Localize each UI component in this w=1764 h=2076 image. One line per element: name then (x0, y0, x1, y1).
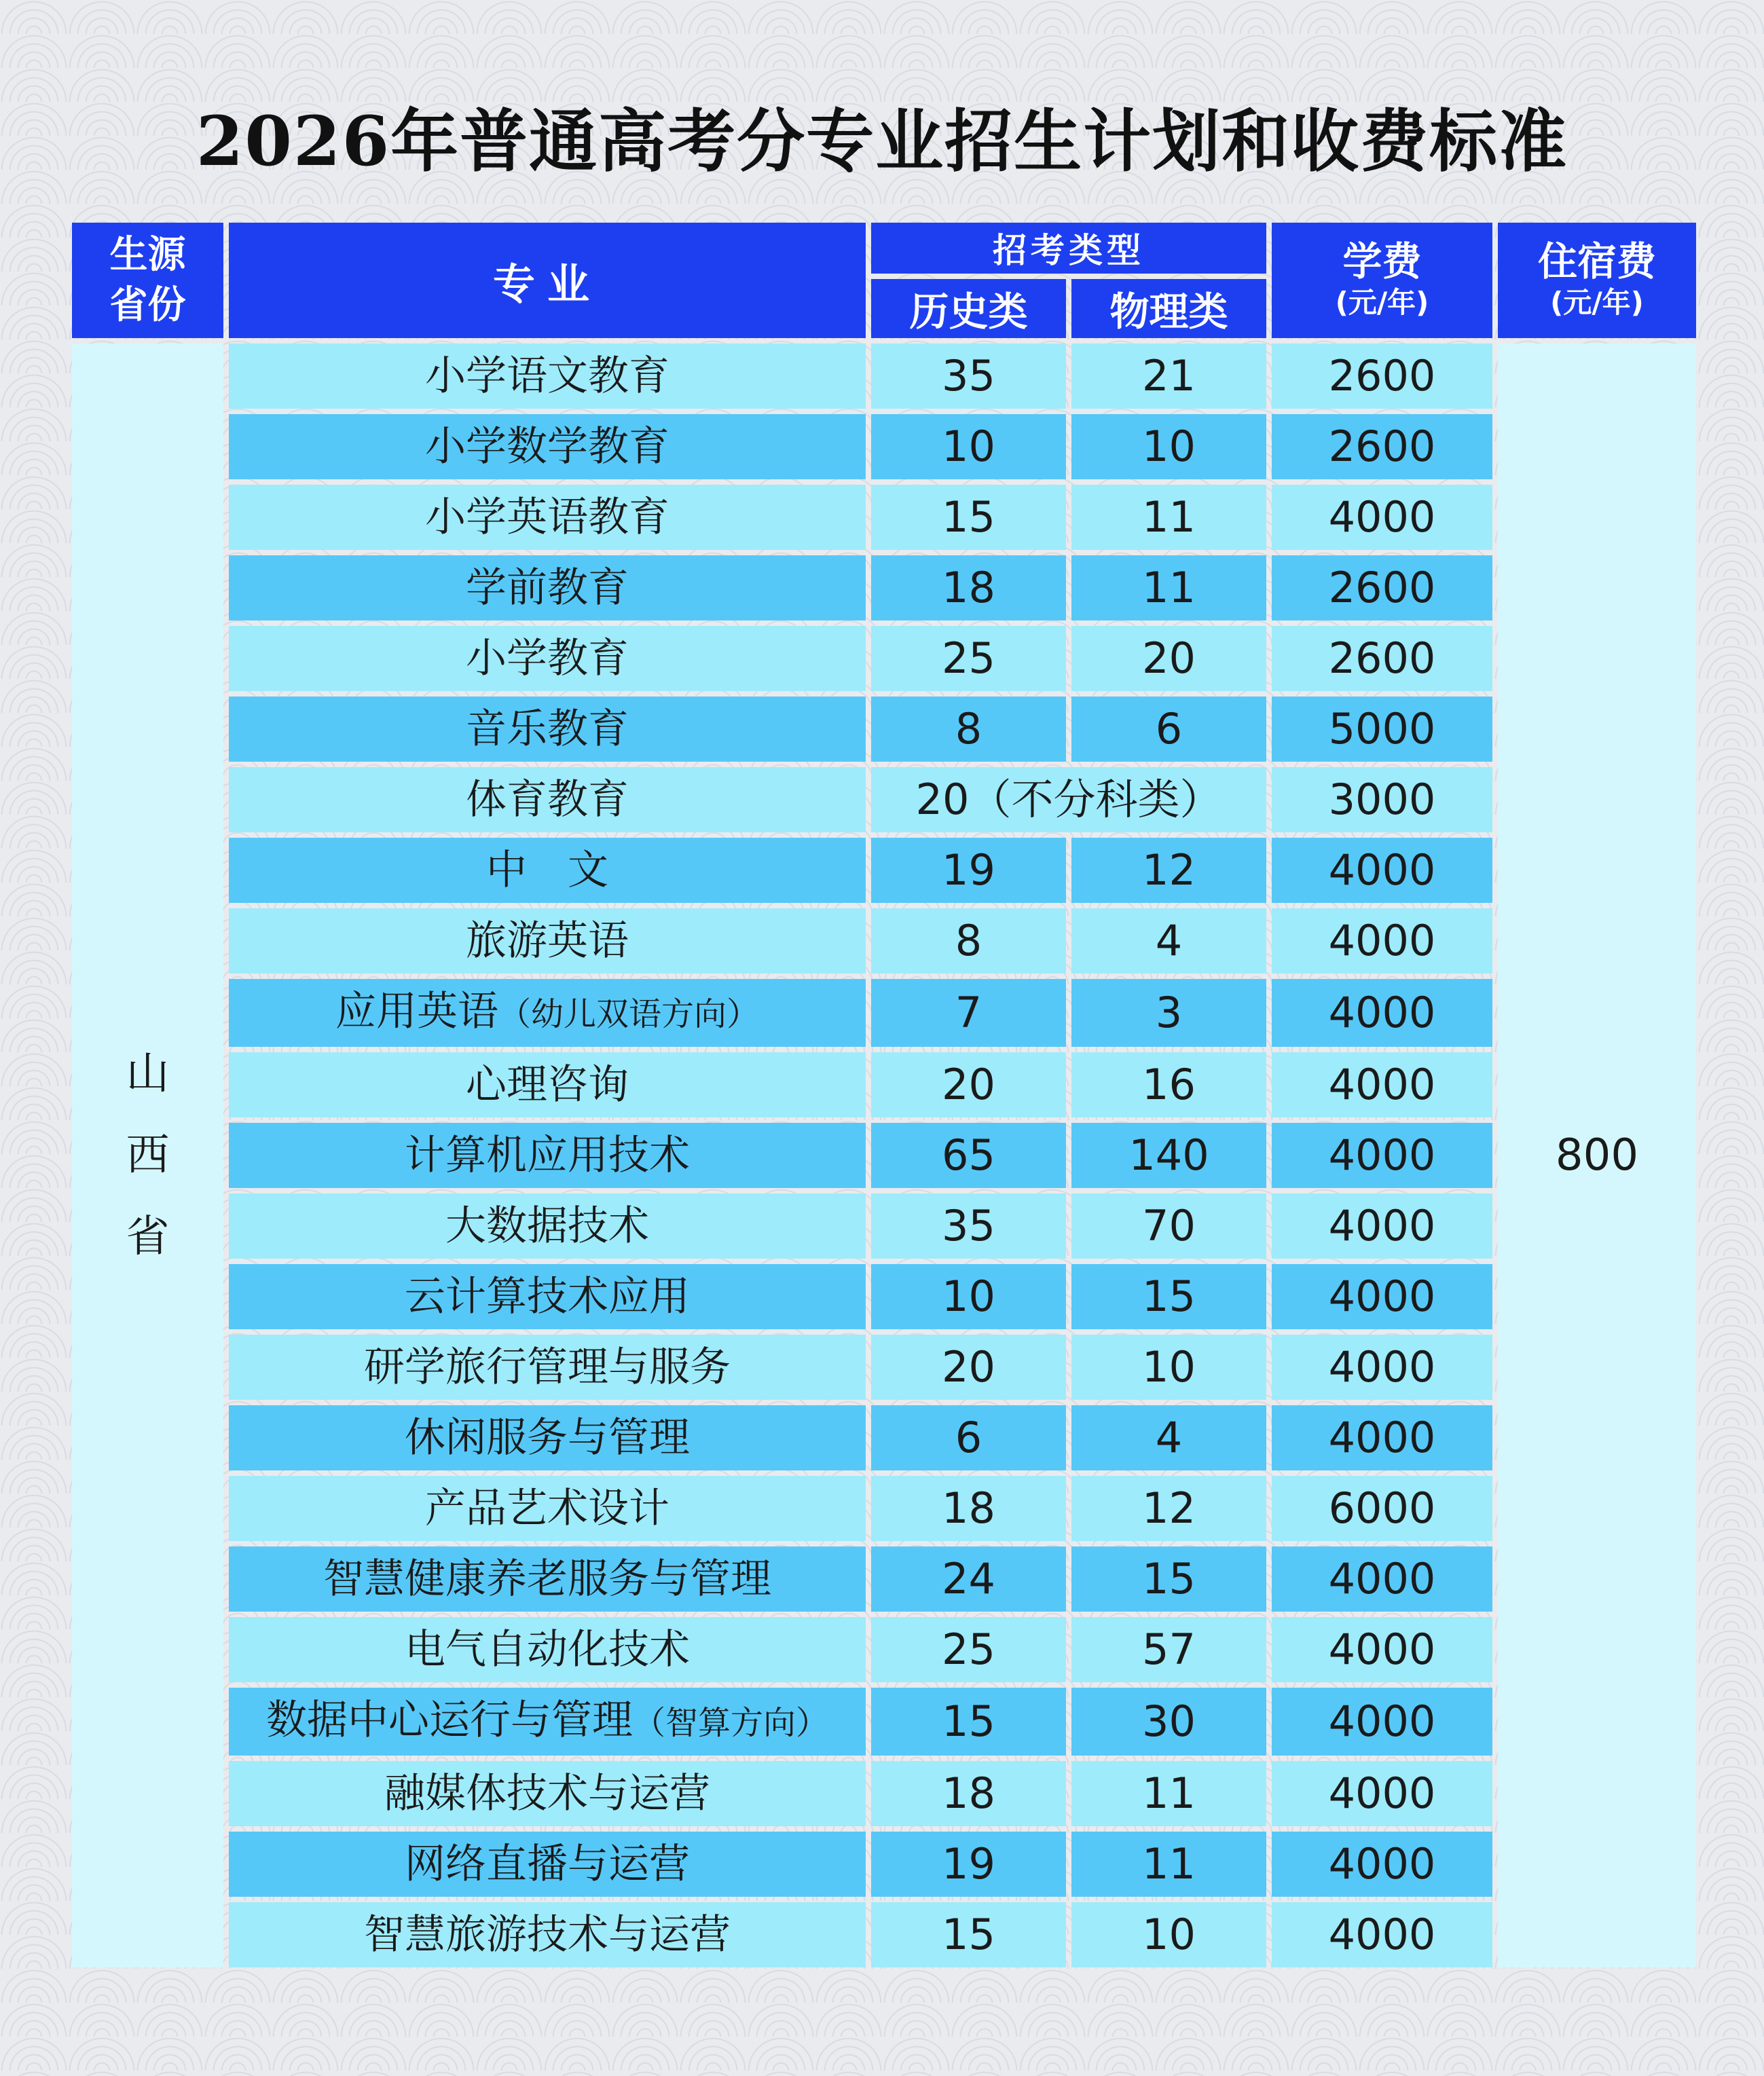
header-dorm-label: 住宿费 (1537, 238, 1656, 284)
physics-quota-cell: 11 (1071, 555, 1266, 620)
history-quota-cell: 15 (871, 1902, 1066, 1967)
tuition-cell: 4000 (1272, 1688, 1492, 1756)
table-row (72, 1546, 1696, 1612)
table-header (72, 223, 1696, 338)
province-cell (72, 344, 223, 1967)
major-cell (229, 1832, 866, 1897)
history-quota-cell: 10 (871, 414, 1066, 479)
history-quota-cell: 65 (871, 1123, 1066, 1188)
province-char: 山 (126, 1049, 170, 1099)
tuition-cell: 4000 (1272, 1405, 1492, 1470)
physics-quota-cell: 70 (1071, 1193, 1266, 1259)
major-name: 休闲服务与管理 (405, 1414, 690, 1462)
tuition-cell: 4000 (1272, 908, 1492, 974)
major-name: 小学语文教育 (425, 352, 669, 400)
history-quota-cell: 20 (871, 1335, 1066, 1400)
tuition-cell: 4000 (1272, 1546, 1492, 1612)
major-cell (229, 697, 866, 762)
tuition-cell: 4000 (1272, 979, 1492, 1047)
major-cell (229, 1193, 866, 1259)
major-cell (229, 1264, 866, 1329)
table-row (72, 979, 1696, 1047)
major-cell (229, 1902, 866, 1967)
major-name: 小学英语教育 (425, 494, 669, 541)
major-name: 研学旅行管理与服务 (364, 1343, 731, 1391)
major-cell (229, 414, 866, 479)
tuition-cell: 4000 (1272, 1052, 1492, 1117)
physics-quota-cell: 30 (1071, 1688, 1266, 1756)
table-row (72, 767, 1696, 832)
physics-quota-cell: 11 (1071, 1761, 1266, 1826)
header-tuition-label: 学费 (1342, 238, 1422, 284)
physics-quota-cell: 10 (1071, 1335, 1266, 1400)
header-dorm (1498, 223, 1696, 338)
combined-quota-cell: 20（不分科类） (871, 767, 1266, 832)
history-quota-cell: 35 (871, 1193, 1066, 1259)
history-quota-cell: 7 (871, 979, 1066, 1047)
history-quota-cell: 15 (871, 485, 1066, 550)
physics-quota-cell: 10 (1071, 1902, 1266, 1967)
tuition-cell: 4000 (1272, 1902, 1492, 1967)
major-name: 小学数学教育 (425, 423, 669, 470)
tuition-cell: 2600 (1272, 344, 1492, 409)
history-quota-cell: 19 (871, 1832, 1066, 1897)
tuition-cell: 4000 (1272, 1123, 1492, 1188)
physics-quota-cell: 10 (1071, 414, 1266, 479)
table-body (72, 344, 1696, 1967)
table-row (72, 1123, 1696, 1188)
table-row (72, 626, 1696, 691)
major-cell (229, 767, 866, 832)
header-province-line1: 生源 (109, 233, 186, 277)
history-quota-cell: 10 (871, 1264, 1066, 1329)
header-major: 专业 (229, 223, 866, 338)
tuition-cell: 5000 (1272, 697, 1492, 762)
major-name: 电气自动化技术 (405, 1626, 690, 1673)
major-cell (229, 1688, 866, 1756)
major-name: 学前教育 (466, 564, 629, 612)
history-quota-cell: 8 (871, 697, 1066, 762)
header-physics: 物理类 (1071, 279, 1266, 338)
physics-quota-cell: 21 (1071, 344, 1266, 409)
tuition-cell: 4000 (1272, 1617, 1492, 1682)
history-quota-cell: 18 (871, 555, 1066, 620)
major-cell (229, 908, 866, 974)
major-name: 产品艺术设计 (425, 1485, 669, 1532)
major-note: （幼儿双语方向） (498, 995, 759, 1033)
table-row (72, 1688, 1696, 1756)
major-name: 大数据技术 (445, 1202, 649, 1250)
tuition-cell: 4000 (1272, 1761, 1492, 1826)
tuition-cell: 4000 (1272, 1832, 1492, 1897)
tuition-cell: 4000 (1272, 1335, 1492, 1400)
header-province-line2: 省份 (109, 283, 186, 327)
header-exam-type: 招考类型 (871, 223, 1266, 274)
major-name: 计算机应用技术 (405, 1132, 690, 1179)
major-name: 音乐教育 (466, 705, 629, 753)
header-dorm-unit: (元/年) (1550, 286, 1644, 319)
tuition-cell: 4000 (1272, 838, 1492, 903)
header-tuition (1272, 223, 1492, 338)
table-row (72, 1761, 1696, 1826)
major-name: 智慧健康养老服务与管理 (323, 1555, 771, 1603)
major-cell (229, 979, 866, 1047)
physics-quota-cell: 15 (1071, 1264, 1266, 1329)
table-row (72, 1405, 1696, 1470)
province-char: 西 (126, 1130, 170, 1181)
physics-quota-cell: 12 (1071, 1476, 1266, 1541)
table-row (72, 1264, 1696, 1329)
major-name: 旅游英语 (466, 917, 629, 965)
table-row (72, 1052, 1696, 1117)
major-name: 云计算技术应用 (405, 1273, 690, 1320)
major-cell (229, 838, 866, 903)
tuition-cell: 4000 (1272, 485, 1492, 550)
physics-quota-cell: 11 (1071, 1832, 1266, 1897)
major-cell (229, 1335, 866, 1400)
tuition-cell: 3000 (1272, 767, 1492, 832)
physics-quota-cell: 16 (1071, 1052, 1266, 1117)
physics-quota-cell: 140 (1071, 1123, 1266, 1188)
history-quota-cell: 20 (871, 1052, 1066, 1117)
major-name: 中 文 (486, 847, 608, 894)
major-name: 应用英语 (335, 988, 498, 1035)
major-name: 数据中心运行与管理 (265, 1697, 633, 1744)
table-row (72, 555, 1696, 620)
table-row (72, 414, 1696, 479)
tuition-cell: 2600 (1272, 626, 1492, 691)
header-history: 历史类 (871, 279, 1066, 338)
major-cell (229, 344, 866, 409)
tuition-cell: 4000 (1272, 1193, 1492, 1259)
major-cell (229, 1405, 866, 1470)
major-name: 心理咨询 (466, 1061, 629, 1109)
table-row (72, 908, 1696, 974)
major-name: 小学教育 (466, 635, 629, 682)
tuition-cell: 2600 (1272, 414, 1492, 479)
tuition-cell: 2600 (1272, 555, 1492, 620)
table-row (72, 1832, 1696, 1897)
province-char: 省 (126, 1212, 170, 1262)
physics-quota-cell: 11 (1071, 485, 1266, 550)
major-cell (229, 626, 866, 691)
physics-quota-cell: 4 (1071, 1405, 1266, 1470)
history-quota-cell: 18 (871, 1476, 1066, 1541)
table-row (72, 1617, 1696, 1682)
physics-quota-cell: 3 (1071, 979, 1266, 1047)
history-quota-cell: 6 (871, 1405, 1066, 1470)
major-name: 体育教育 (466, 776, 629, 823)
table-row (72, 697, 1696, 762)
major-cell (229, 1052, 866, 1117)
major-cell (229, 1476, 866, 1541)
table-row (72, 1335, 1696, 1400)
major-cell (229, 485, 866, 550)
history-quota-cell: 25 (871, 1617, 1066, 1682)
major-name: 网络直播与运营 (405, 1840, 690, 1888)
header-tuition-unit: (元/年) (1335, 286, 1429, 319)
table-row (72, 1193, 1696, 1259)
page-title: 2026年普通高考分专业招生计划和收费标准 (196, 101, 1568, 181)
physics-quota-cell: 15 (1071, 1546, 1266, 1612)
major-cell (229, 1546, 866, 1612)
table-row (72, 485, 1696, 550)
history-quota-cell: 18 (871, 1761, 1066, 1826)
major-cell (229, 555, 866, 620)
dorm-fee-cell: 800 (1498, 344, 1696, 1967)
history-quota-cell: 24 (871, 1546, 1066, 1612)
major-note: （智算方向） (632, 1704, 828, 1742)
major-cell (229, 1617, 866, 1682)
table-row (72, 1902, 1696, 1967)
history-quota-cell: 25 (871, 626, 1066, 691)
history-quota-cell: 8 (871, 908, 1066, 974)
tuition-cell: 6000 (1272, 1476, 1492, 1541)
header-province (72, 223, 223, 338)
physics-quota-cell: 20 (1071, 626, 1266, 691)
enrollment-table (67, 217, 1702, 1973)
tuition-cell: 4000 (1272, 1264, 1492, 1329)
major-name: 融媒体技术与运营 (384, 1770, 710, 1817)
physics-quota-cell: 12 (1071, 838, 1266, 903)
history-quota-cell: 15 (871, 1688, 1066, 1756)
major-cell (229, 1123, 866, 1188)
physics-quota-cell: 57 (1071, 1617, 1266, 1682)
major-cell (229, 1761, 866, 1826)
history-quota-cell: 19 (871, 838, 1066, 903)
table-row (72, 1476, 1696, 1541)
physics-quota-cell: 6 (1071, 697, 1266, 762)
table-row (72, 344, 1696, 409)
history-quota-cell: 35 (871, 344, 1066, 409)
table-row (72, 838, 1696, 903)
major-name: 智慧旅游技术与运营 (364, 1911, 731, 1959)
physics-quota-cell: 4 (1071, 908, 1266, 974)
